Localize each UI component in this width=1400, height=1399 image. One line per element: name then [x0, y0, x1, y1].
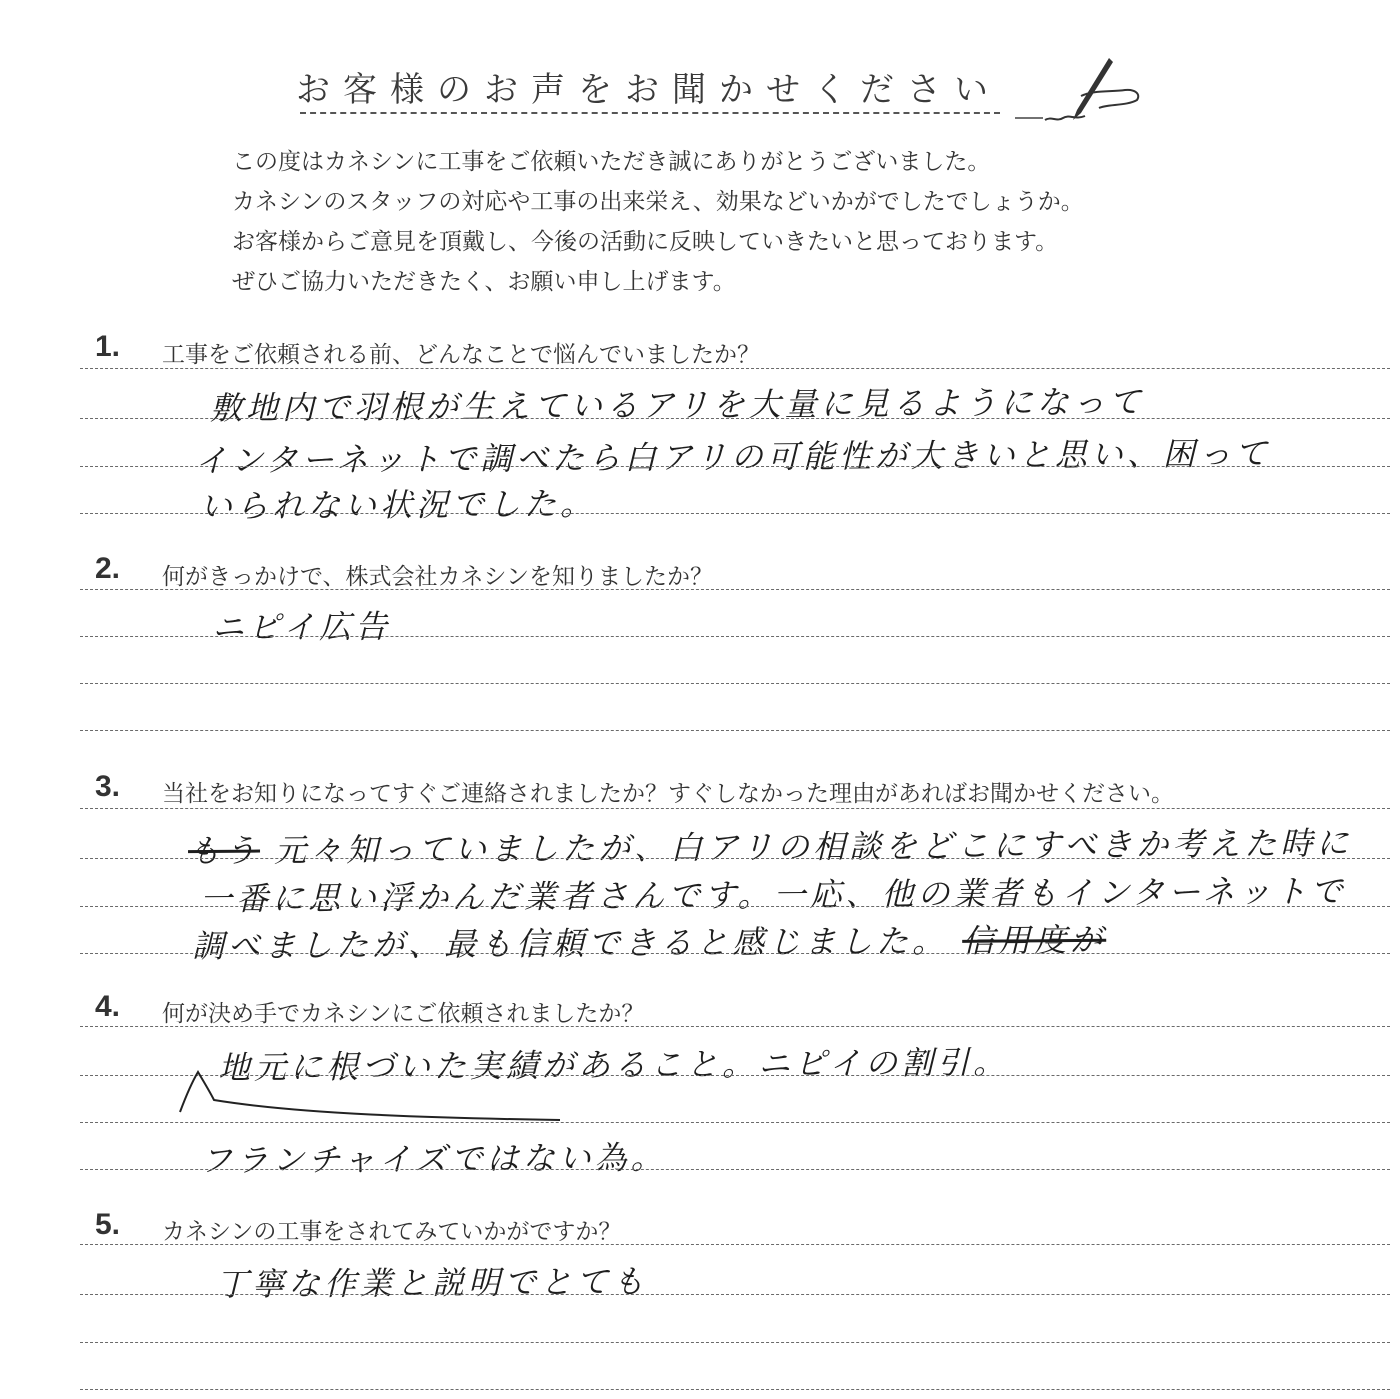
question-4-number: 4. [95, 990, 121, 1023]
pen-hand-icon [1015, 50, 1155, 130]
question-3-text: 当社をお知りになってすぐご連絡されましたか？すぐしなかった理由があればお聞かせください。 [162, 781, 1174, 807]
question-1-text: 工事をご依頼される前、どんなことで悩んでいましたか？ [162, 342, 760, 368]
answer-rule [80, 808, 1390, 809]
answer-rule [80, 513, 1390, 514]
question-4-text: 何が決め手でカネシンにご依頼されましたか？ [162, 1001, 645, 1027]
answer-text: 元々知っていましたが、白アリの相談をどこにすべきか考えた時に [274, 823, 1353, 870]
question-1-answer-line: 敷地内で羽根が生えているアリを大量に見るようになって [209, 382, 1145, 428]
intro-line: ぜひご協力いただきたく、お願い申し上げます。 [232, 269, 736, 295]
question-1-answer-line: インターネットで調べたら白アリの可能性が大きいと思い、困って [194, 434, 1271, 480]
intro-text [232, 142, 1084, 302]
form-title: お客様のお声をお聞かせください [296, 70, 1001, 110]
question-5-answer-line: 丁寧な作業と説明でとても [215, 1262, 649, 1304]
struck-text: 信用度が [962, 920, 1107, 960]
question-3-answer-line [188, 818, 1353, 872]
question-3-answer-line [192, 915, 1107, 967]
intro-line: この度はカネシンに工事をご依頼いただき誠にありがとうございました。 [232, 149, 991, 175]
question-5-number: 5. [95, 1208, 121, 1241]
question-4-answer-line: フランチャイズではない為。 [199, 1138, 667, 1180]
question-3-answer-line: 一番に思い浮かんだ業者さんです。一応、他の業者もインターネットで [199, 871, 1347, 919]
answer-rule [80, 1244, 1390, 1245]
answer-rule [80, 1122, 1390, 1123]
question-5-text: カネシンの工事をされてみていかがですか？ [162, 1219, 622, 1245]
answer-rule [80, 683, 1390, 684]
answer-rule [80, 1075, 1390, 1076]
answer-rule [80, 466, 1390, 467]
answer-rule [80, 953, 1390, 954]
answer-text: 調べましたが、最も信頼できると感じました。 [191, 921, 949, 966]
question-4-answer-line: 地元に根づいた実績があること。ニピイの割引。 [217, 1043, 1010, 1087]
answer-rule [80, 1294, 1390, 1295]
struck-text: もう [187, 831, 261, 871]
question-1-number: 1. [95, 330, 121, 363]
answer-rule [80, 589, 1390, 590]
question-3-number: 3. [95, 770, 121, 803]
answer-rule [80, 1389, 1390, 1390]
answer-rule [80, 368, 1390, 369]
answer-rule [80, 1342, 1390, 1343]
intro-line: お客様からご意見を頂戴し、今後の活動に反映していきたいと思っております。 [232, 229, 1059, 255]
answer-rule [80, 1169, 1390, 1170]
question-2-answer-line: ニピイ広告 [211, 607, 392, 647]
answer-rule [80, 858, 1390, 859]
question-1-answer-line: いられない状況でした。 [199, 484, 597, 526]
question-2-number: 2. [95, 552, 121, 585]
answer-rule [80, 636, 1390, 637]
answer-rule [80, 906, 1390, 907]
title-underline [300, 112, 1000, 114]
answer-rule [80, 1026, 1390, 1027]
answer-rule [80, 730, 1390, 731]
intro-line: カネシンのスタッフの対応や工事の出来栄え、効果などいかがでしたでしょうか。 [232, 189, 1084, 215]
question-2-text: 何がきっかけで、株式会社カネシンを知りましたか？ [162, 564, 713, 590]
answer-rule [80, 418, 1390, 419]
